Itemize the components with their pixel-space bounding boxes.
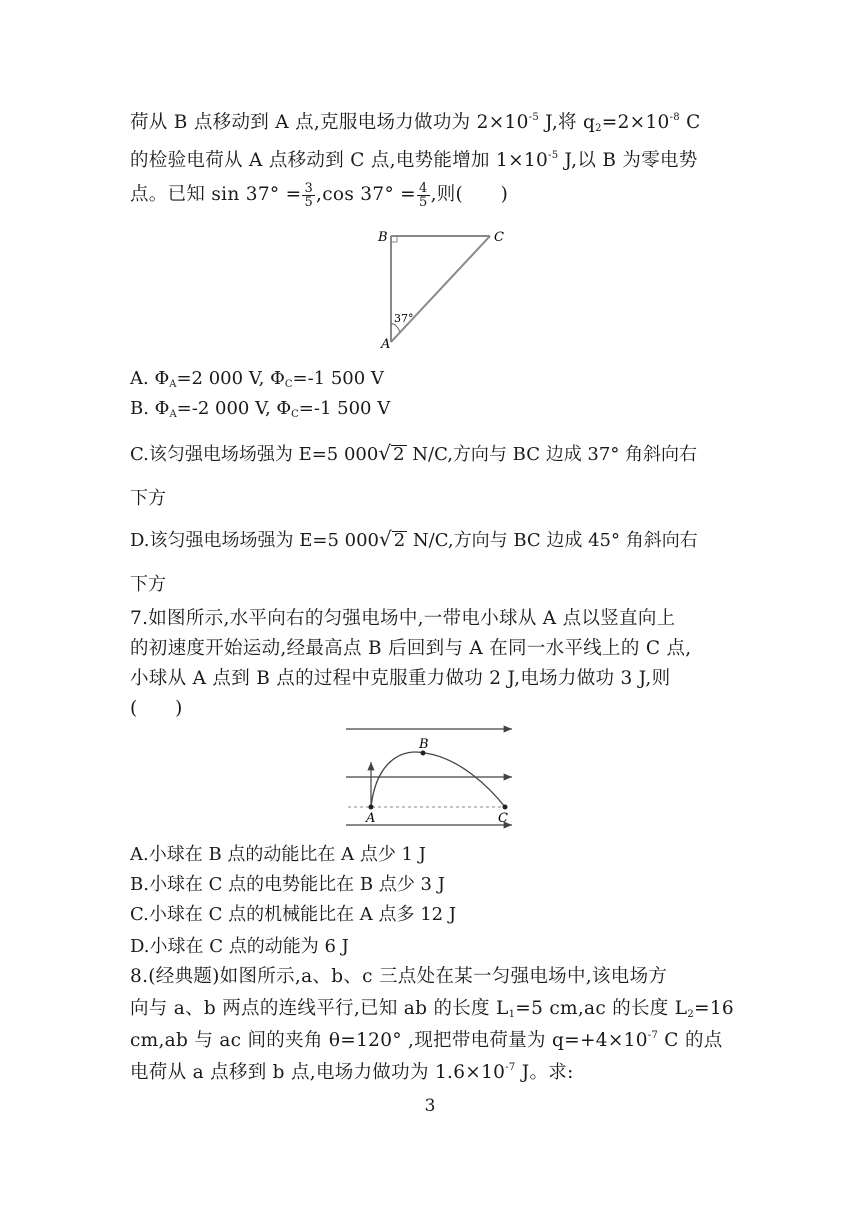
- page-number: 3: [424, 1096, 436, 1116]
- q7-option-d: D.小球在 C 点的动能为 6 J: [130, 936, 349, 957]
- label-c: C: [498, 811, 508, 826]
- q8-line-1: 8.(经典题)如图所示,a、b、c 三点处在某一匀强电场中,该电场方: [130, 966, 668, 987]
- label-a: A: [381, 337, 391, 350]
- q7-option-a: A.小球在 B 点的动能比在 A 点少 1 J: [130, 844, 426, 865]
- q6-line-2: 的检验电荷从 A 点移动到 C 点,电势能增加 $1\times 10^{-5}$ J,以 B 为零电势: [130, 150, 698, 171]
- segment-ac: [391, 236, 490, 342]
- projectile-figure: [340, 718, 520, 830]
- q8-line-4: 电荷从 a 点移到 b 点,电场力做功为 $1.6\times 10^{-7}$ J。求:: [130, 1062, 574, 1083]
- q7-option-b: B.小球在 C 点的电势能比在 B 点少 3 J: [130, 874, 445, 895]
- label-b: B: [378, 230, 388, 245]
- sqrt-sign: √: [378, 441, 392, 465]
- label-c: C: [494, 230, 504, 245]
- trajectory-curve: [371, 752, 505, 807]
- q6-option-a: A. $\Phi_A=2$ 000 V, $\Phi_C=-1$ 500 V: [130, 368, 384, 390]
- q6-option-c: C.该匀强电场场强为 E=5 000√ 2 N/C,方向与 BC 边成 37° 角斜向右: [130, 441, 698, 465]
- q6-option-c-cont: 下方: [130, 488, 166, 509]
- label-b: B: [419, 737, 429, 752]
- fraction-4-5: $\frac{4}{5}$: [418, 180, 428, 210]
- q6-line-1: 荷从 B 点移动到 A 点,克服电场力做功为 $2\times 10^{-5}$ J,将 $q_2=2\times 10^{-8}$ C: [130, 112, 701, 134]
- q7-line-4: ( ): [130, 698, 183, 719]
- q8-line-3: cm,ab 与 ac 间的夹角 θ=120° ,现把带电荷量为 $q=+4\times 10^{-7}$ C 的点: [130, 1030, 723, 1051]
- triangle-figure: [370, 224, 520, 350]
- q8-line-2: 向与 a、b 两点的连线平行,已知 ab 的长度 $L_1=5$ cm,ac 的长度 $L_2=16$: [130, 998, 734, 1020]
- q7-option-c: C.小球在 C 点的机械能比在 A 点多 12 J: [130, 904, 457, 925]
- fraction-3-5: $\frac{3}{5}$: [304, 180, 314, 210]
- q6-line-3: 点。已知 sin 37° = $\frac{3}{5}$ ,cos 37° = $\frac{4}{5}$ ,则( ): [130, 180, 509, 210]
- point-c: [503, 805, 508, 810]
- label-a: A: [366, 811, 376, 826]
- q7-line-3: 小球从 A 点到 B 点的过程中克服重力做功 2 J,电场力做功 3 J,则: [130, 668, 671, 689]
- q6-option-d: D.该匀强电场场强为 E=5 000√ 2 N/C,方向与 BC 边成 45° 角斜向右: [130, 527, 698, 551]
- q7-line-2: 的初速度开始运动,经最高点 B 后回到与 A 在同一水平线上的 C 点,: [130, 638, 692, 659]
- q7-line-1: 7.如图所示,水平向右的匀强电场中,一带电小球从 A 点以竖直向上: [130, 608, 676, 629]
- q6-option-b: B. $\Phi_A=-2$ 000 V, $\Phi_C=-1$ 500 V: [130, 398, 391, 420]
- angle-arc: [391, 324, 400, 332]
- angle-label: 37°: [394, 312, 414, 325]
- sqrt-sign: √: [379, 527, 392, 551]
- point-a: [369, 805, 374, 810]
- q6-option-d-cont: 下方: [130, 574, 166, 595]
